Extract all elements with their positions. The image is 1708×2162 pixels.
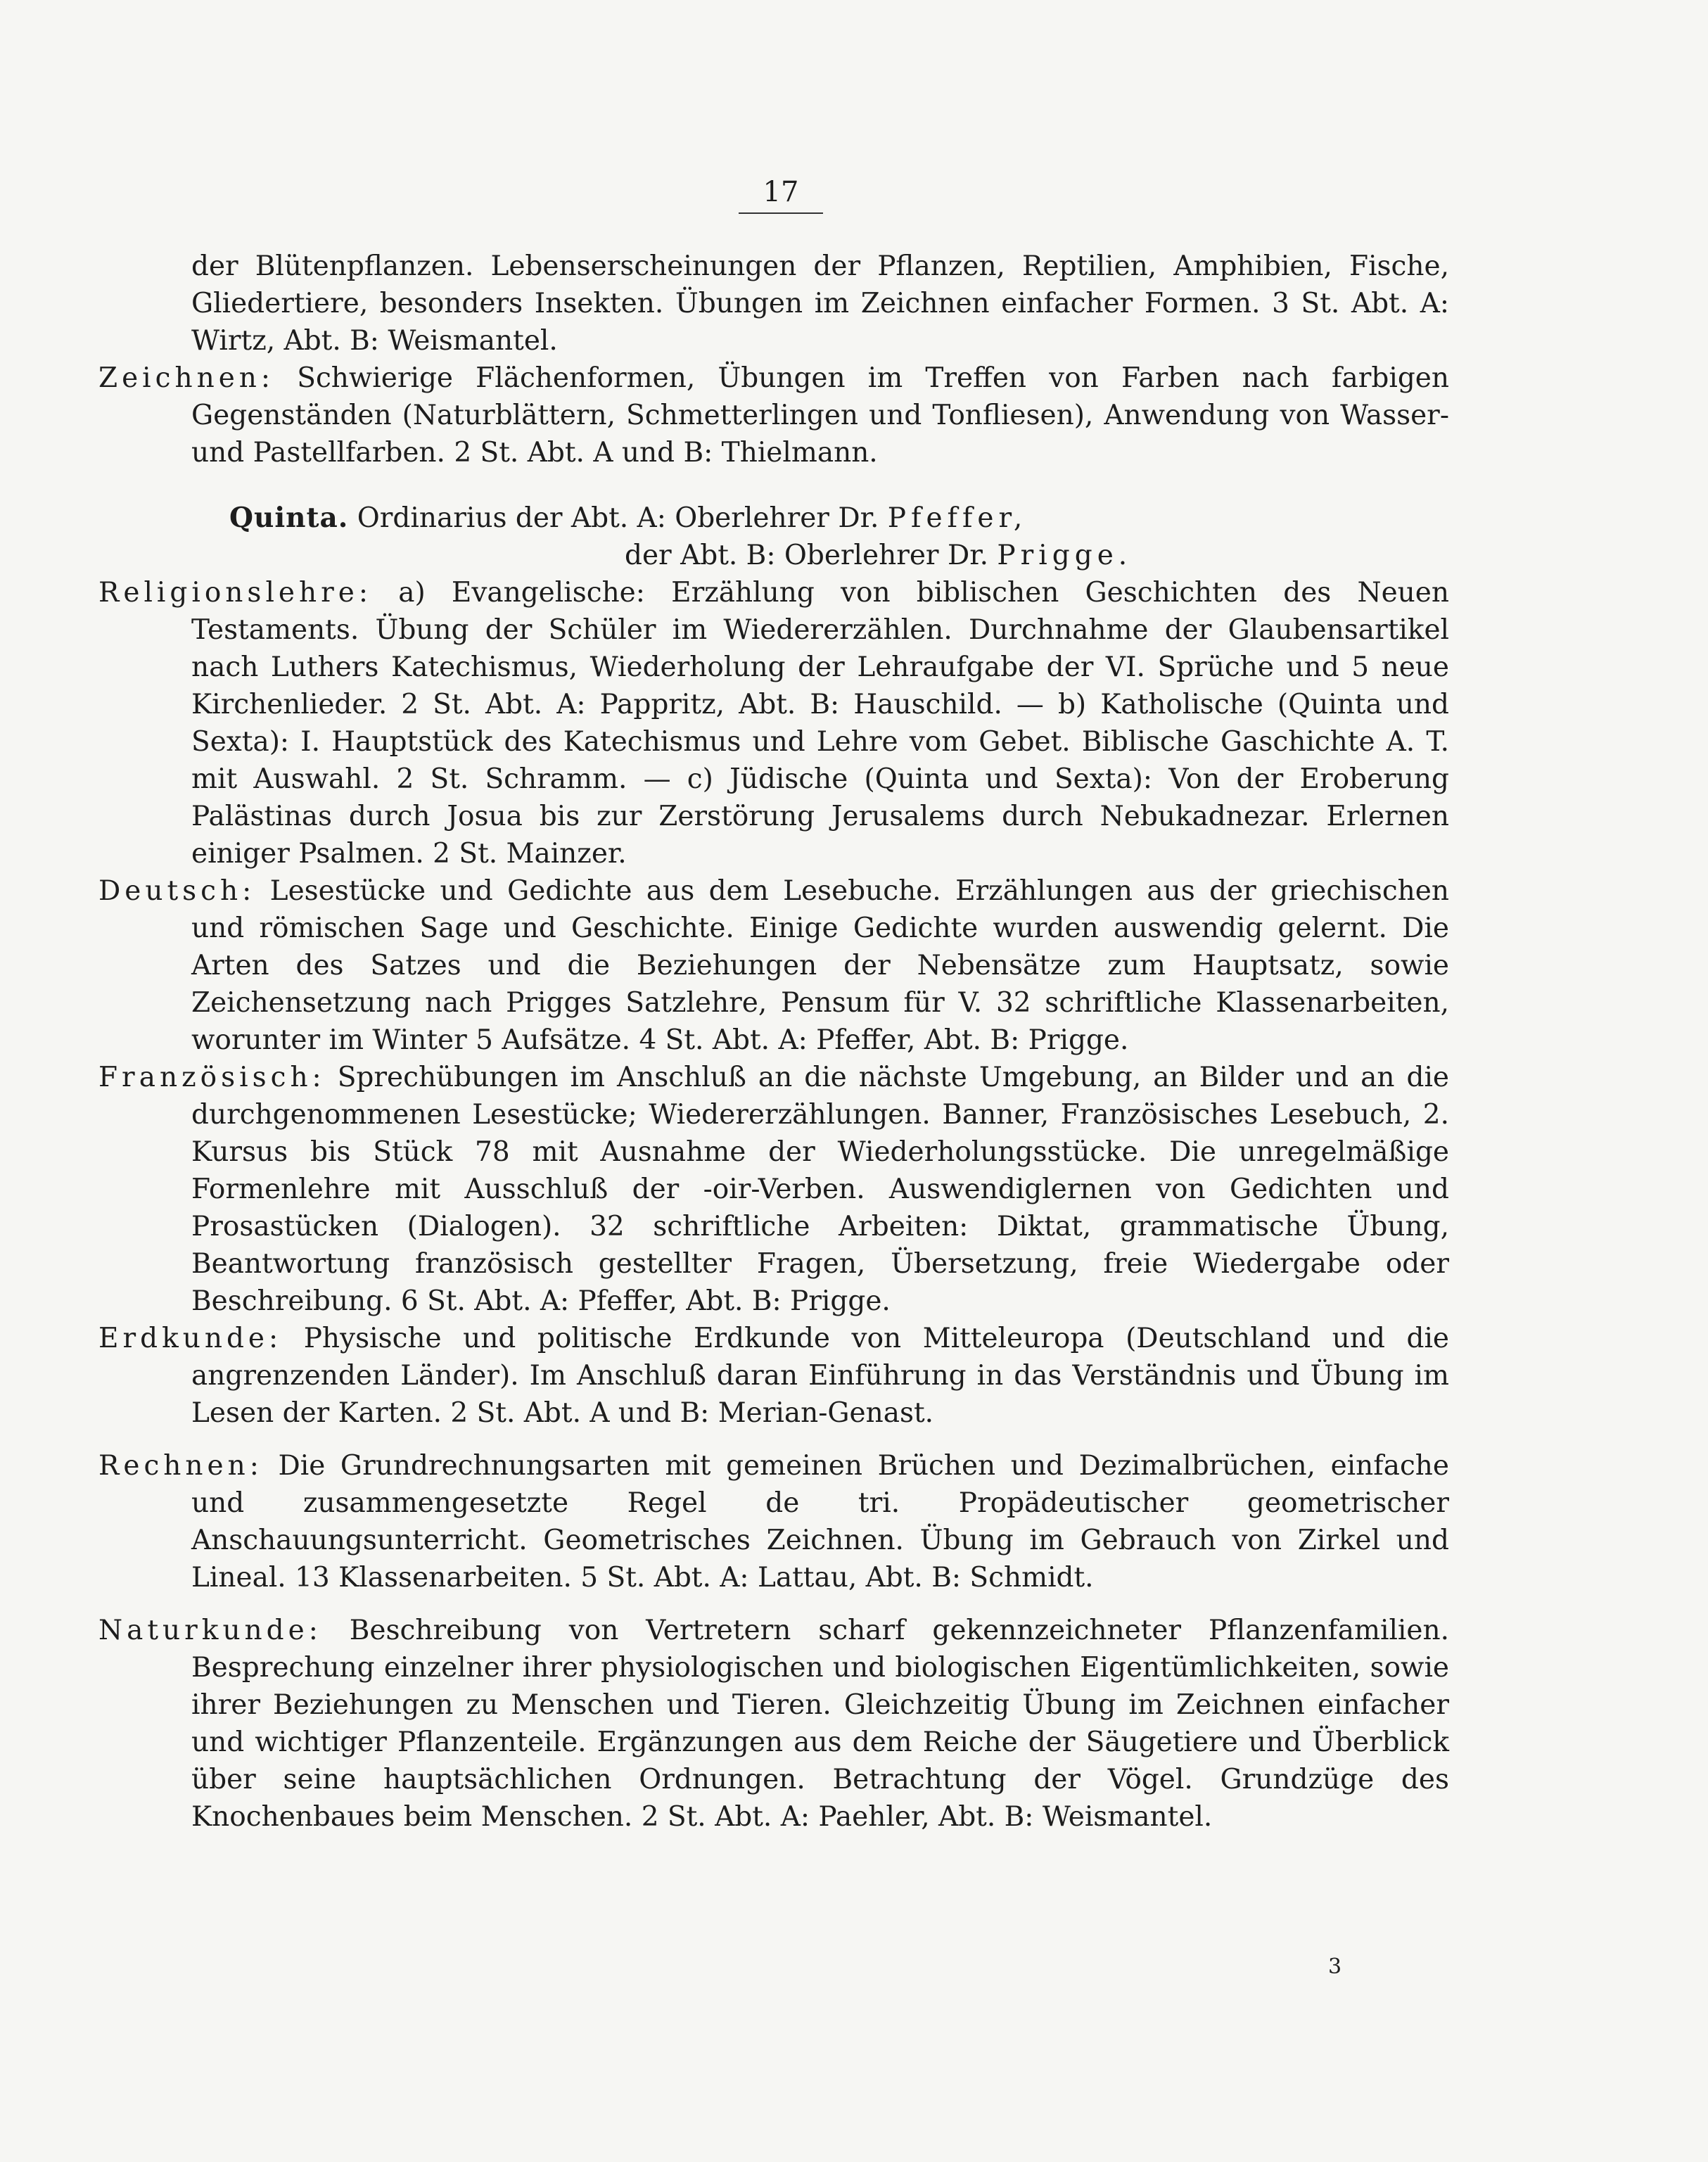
subject-text: Sprechübungen im Anschluß an die nächste Umgebung, an Bilder und an die durchgenommenen Lesestücke; Wiedererzählungen. Banner, Französisches Lesebuch, 2. Kursus bis Stück 78 mit Ausnahme der Wiederholungsstücke. Die unregelmäßige Formenlehre mit Ausschluß der -oir-Verben. Auswendiglernen von Gedichten und Prosastücken (Dialogen). 32 schriftliche Arbeiten: Diktat, grammatische Übung, Beantwortung französisch gestellter Fragen, Übersetzung, freie Wiedergabe oder Beschreibung. 6 St. Abt. A: Pfeffer, Abt. B: Prigge. <box>191 1062 1449 1317</box>
sheet-signature-number: 3 <box>1328 1954 1342 1979</box>
ordinarius-b-name: Prigge. <box>997 540 1133 571</box>
quinta-ordinarius-a <box>229 500 1027 537</box>
subject-text: Die Grundrechnungsarten mit gemeinen Brüchen und Dezimalbrüchen, einfache und zusammengesetzte Regel de tri. Propädeutischer geometrischer Anschauungsunterricht. Geometrisches Zeichnen. Übung im Gebrauch von Zirkel und Lineal. 13 Klassenarbeiten. 5 St. Abt. A: Lattau, Abt. B: Schmidt. <box>191 1450 1449 1594</box>
subject-heading: Zeichnen: <box>98 362 275 394</box>
quinta-header <box>229 500 1449 574</box>
subject-text: Beschreibung von Vertretern scharf gekennzeichneter Pflanzenfamilien. Besprechung einzelner ihrer physiologischen und biologischen Eigentümlichkeiten, sowie ihrer Beziehungen zu Menschen und Tieren. Gleichzeitig Übung im Zeichnen einfacher und wichtiger Pflanzenteile. Ergänzungen aus dem Reiche der Säugetiere und Überblick über seine hauptsächlichen Ordnungen. Betrachtung der Vögel. Grundzüge des Knochenbaues beim Menschen. 2 St. Abt. A: Paehler, Abt. B: Weismantel. <box>191 1615 1449 1833</box>
intro-text: der Blütenpflanzen. Lebenserscheinungen der Pflanzen, Reptilien, Amphibien, Fische, Gliedertiere, besonders Insekten. Übungen im Zeichnen einfacher Formen. 3 St. Abt. A: Wirtz, Abt. B: Weismantel. <box>191 250 1449 357</box>
section-rechnen <box>98 1447 1449 1596</box>
subject-heading: Religionslehre: <box>98 577 372 609</box>
subject-text: Schwierige Flächenformen, Übungen im Treffen von Farben nach farbigen Gegenständen (Naturblättern, Schmetterlingen und Tonfliesen), Anwendung von Wasser- und Pastellfarben. 2 St. Abt. A und B: Thielmann. <box>191 362 1449 469</box>
quinta-ordinarius-b <box>625 537 1132 574</box>
section-naturkunde <box>98 1612 1449 1836</box>
section-deutsch <box>98 872 1449 1059</box>
subject-text: Lesestücke und Gedichte aus dem Lesebuche. Erzählungen aus der griechischen und römischen Sage und Geschichte. Einige Gedichte wurden auswendig gelernt. Die Arten des Satzes und die Beziehungen der Nebensätze zum Hauptsatz, sowie Zeichensetzung nach Prigges Satzlehre, Pensum für V. 32 schriftliche Klassenarbeiten, worunter im Winter 5 Aufsätze. 4 St. Abt. A: Pfeffer, Abt. B: Prigge. <box>191 875 1449 1056</box>
subject-heading: Rechnen: <box>98 1450 263 1482</box>
subject-heading: Erdkunde: <box>98 1323 283 1354</box>
subject-text: a) Evangelische: Erzählung von biblischen Geschichten des Neuen Testaments. Übung der Schüler im Wiedererzählen. Durchnahme der Glaubensartikel nach Luthers Katechismus, Wiederholung der Lehraufgabe der VI. Sprüche und 5 neue Kirchenlieder. 2 St. Abt. A: Pappritz, Abt. B: Hauschild. — b) Katholische (Quinta und Sexta): I. Hauptstück des Katechismus und Lehre vom Gebet. Biblische Gaschichte A. T. mit Auswahl. 2 St. Schramm. — c) Jüdische (Quinta und Sexta): Von der Eroberung Palästinas durch Josua bis zur Zerstörung Jerusalems durch Nebukadnezar. Erlernen einiger Psalmen. 2 St. Mainzer. <box>191 577 1450 870</box>
subject-heading: Französisch: <box>98 1062 326 1093</box>
section-religionslehre <box>98 574 1449 872</box>
subject-heading: Deutsch: <box>98 875 256 907</box>
section-franzoesisch <box>98 1059 1449 1320</box>
ordinarius-a-name: Pfeffer, <box>887 502 1028 534</box>
section-erdkunde <box>98 1320 1449 1432</box>
page-number: 17 <box>739 176 823 214</box>
ordinarius-b-text: der Abt. B: Oberlehrer Dr. <box>625 540 988 571</box>
intro-paragraph <box>98 248 1449 360</box>
ordinarius-a-text: Ordinarius der Abt. A: Oberlehrer Dr. <box>357 502 879 534</box>
subject-text: Physische und politische Erdkunde von Mitteleuropa (Deutschland und die angrenzenden Länder). Im Anschluß daran Einführung in das Verständnis und Übung im Lesen der Karten. 2 St. Abt. A und B: Merian-Genast. <box>191 1323 1450 1429</box>
section-zeichnen <box>98 360 1449 471</box>
subject-heading: Naturkunde: <box>98 1615 322 1646</box>
page-content <box>98 248 1449 1836</box>
quinta-title: Quinta. <box>229 502 349 534</box>
